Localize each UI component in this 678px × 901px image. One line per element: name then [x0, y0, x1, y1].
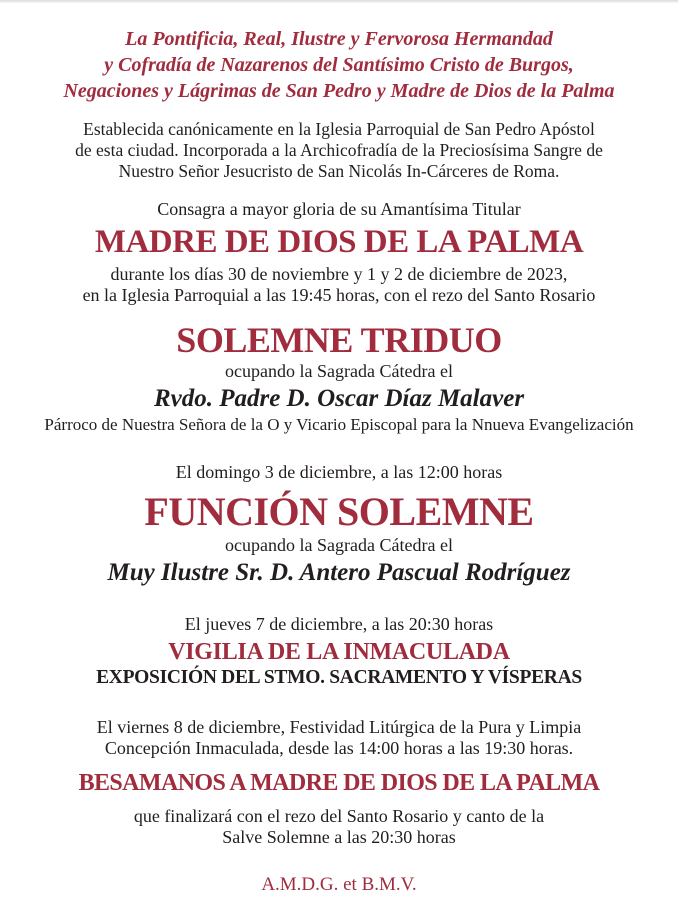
triduo-catedra-note: ocupando la Sagrada Cátedra el — [225, 361, 453, 381]
hermandad-title — [0, 26, 678, 104]
funcion-catedra-note: ocupando la Sagrada Cátedra el — [225, 535, 453, 555]
funcion-title: FUNCIÓN SOLEMNE — [144, 489, 534, 534]
triduo-dates-line: en la Iglesia Parroquial a las 19:45 horas, con el rezo del Santo Rosario — [82, 285, 596, 305]
consagra-intro: Consagra a mayor gloria de su Amantísima Titular — [157, 199, 521, 219]
besamanos-dates — [0, 717, 678, 759]
hermandad-title-line: y Cofradía de Nazarenos del Santísimo Cristo de Burgos, — [104, 54, 574, 76]
triduo-preacher-role: Párroco de Nuestra Señora de la O y Vicario Episcopal para la Nnueva Evangelización — [44, 415, 634, 434]
canonical-note — [0, 119, 678, 182]
titular-title: MADRE DE DIOS DE LA PALMA — [94, 224, 584, 260]
besamanos-date-line: El viernes 8 de diciembre, Festividad Litúrgica de la Pura y Limpia — [96, 717, 582, 737]
besamanos-date-line: Concepción Inmaculada, desde las 14:00 horas a las 19:30 horas. — [104, 738, 574, 758]
besamanos-closing — [0, 806, 678, 848]
hermandad-title-line: Negaciones y Lágrimas de San Pedro y Madre de Dios de la Palma — [63, 80, 615, 102]
funcion-preacher-name: Muy Ilustre Sr. D. Antero Pascual Rodríguez — [107, 559, 571, 586]
triduo-dates — [0, 264, 678, 306]
triduo-preacher-name: Rvdo. Padre D. Oscar Díaz Malaver — [153, 385, 525, 412]
vigilia-title: VIGILIA DE LA INMACULADA — [168, 639, 510, 665]
besamanos-closing-line: Salve Solemne a las 20:30 horas — [222, 827, 456, 847]
triduo-dates-line: durante los días 30 de noviembre y 1 y 2 de diciembre de 2023, — [110, 264, 568, 284]
canonical-note-line: Establecida canónicamente en la Iglesia Parroquial de San Pedro Apóstol — [83, 119, 595, 139]
triduo-title: SOLEMNE TRIDUO — [176, 320, 502, 360]
canonical-note-line: Nuestro Señor Jesucristo de San Nicolás In-Cárceres de Roma. — [118, 161, 560, 181]
funcion-date: El domingo 3 de diciembre, a las 12:00 horas — [175, 462, 503, 482]
vigilia-date: El jueves 7 de diciembre, a las 20:30 horas — [184, 614, 494, 634]
besamanos-closing-line: que finalizará con el rezo del Santo Rosario y canto de la — [133, 806, 545, 826]
footer-motto: A.M.D.G. et B.M.V. — [261, 874, 417, 895]
vigilia-subtitle: EXPOSICIÓN DEL STMO. SACRAMENTO Y VÍSPERAS — [96, 667, 582, 688]
hermandad-title-line: La Pontificia, Real, Ilustre y Fervorosa Hermandad — [125, 28, 553, 50]
canonical-note-line: de esta ciudad. Incorporada a la Archicofradía de la Preciosísima Sangre de — [75, 140, 603, 160]
besamanos-title: BESAMANOS A MADRE DE DIOS DE LA PALMA — [78, 770, 600, 796]
